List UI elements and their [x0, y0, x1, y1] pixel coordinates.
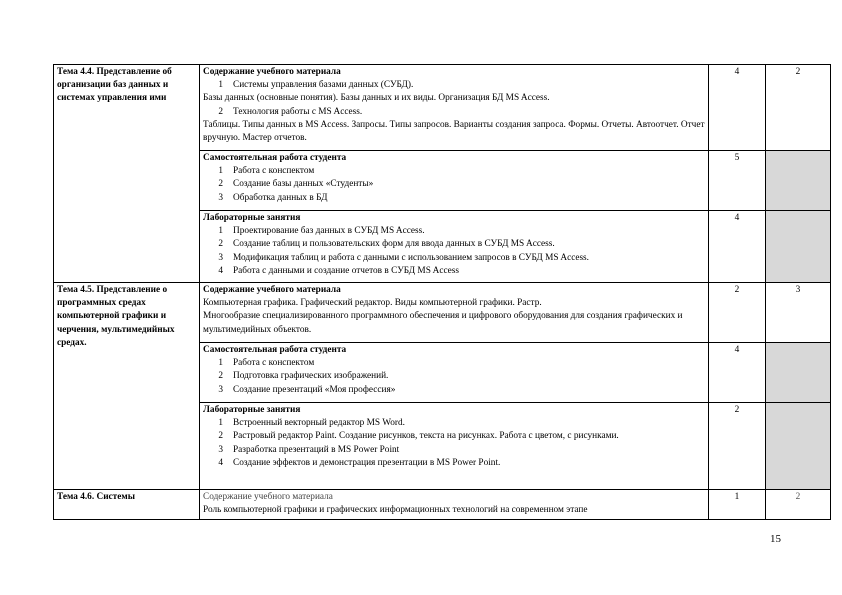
paragraph: Роль компьютерной графики и графических информационных технологий на современном этапе — [203, 505, 588, 516]
shaded-cell — [766, 151, 831, 211]
list-item: 1 Встроенный векторный редактор MS Word. — [218, 418, 405, 429]
list-item: 2 Создание базы данных «Студенты» — [218, 179, 374, 190]
hours-cell: 4 — [709, 65, 766, 151]
list-item: 1 Системы управления базами данных (СУБД). — [218, 80, 414, 91]
shaded-cell — [766, 403, 831, 490]
content-cell — [200, 151, 709, 211]
hours-cell: 4 — [709, 343, 766, 403]
list-item: 2 Создание таблиц и пользовательских форм для ввода данных в СУБД MS Access. — [218, 239, 555, 250]
level-cell: 2 — [766, 490, 831, 520]
content-cell — [200, 403, 709, 490]
table-row — [54, 490, 831, 520]
list-item: 1 Работа с конспектом — [218, 166, 315, 177]
content-cell — [200, 490, 709, 520]
table-row — [54, 283, 831, 343]
paragraph: Таблицы. Типы данных в MS Access. Запросы. Типы запросов. Варианты создания запроса. Формы. Отчеты. Автоотчет. Отчет вручную. Мастер отчетов. — [203, 119, 705, 144]
paragraph: Компьютерная графика. Графический редактор. Виды компьютерной графики. Растр. — [203, 298, 542, 309]
hours-cell: 2 — [709, 283, 766, 343]
section-heading: Содержание учебного материала — [203, 67, 341, 77]
paragraph: Многообразие специализированного программного обеспечения и цифрового оборудования для создания графических и мультимедийных объектов. — [203, 311, 683, 335]
section-heading: Лабораторные занятия — [203, 213, 301, 223]
paragraph: Базы данных (основные понятия). Базы данных и их виды. Организация БД MS Access. — [203, 93, 550, 104]
shaded-cell — [766, 211, 831, 283]
content-cell — [200, 211, 709, 283]
content-cell — [200, 343, 709, 403]
table-row — [54, 65, 831, 151]
list-item: 3 Создание презентаций «Моя профессия» — [218, 384, 396, 395]
list-item: 2 Растровый редактор Paint. Создание рисунков, текста на рисунках. Работа с цветом, с рисунками. — [218, 431, 619, 442]
content-cell — [200, 65, 709, 151]
list-item: 2 Технология работы с MS Access. — [218, 106, 363, 117]
section-heading: Самостоятельная работа студента — [203, 153, 347, 163]
hours-cell: 2 — [709, 403, 766, 490]
list-item: 2 Подготовка графических изображений. — [218, 371, 389, 382]
list-item: 4 Работа с данными и создание отчетов в СУБД MS Access — [218, 265, 459, 276]
hours-cell: 1 — [709, 490, 766, 520]
topic-cell: Тема 4.4. Представление об организации баз данных и системах управления ими — [54, 65, 200, 283]
topic-cell: Тема 4.5. Представление о программных средах компьютерной графики и черчения, мультимедийных средах. — [54, 283, 200, 490]
shaded-cell — [766, 343, 831, 403]
hours-cell: 4 — [709, 211, 766, 283]
topic-cell: Тема 4.6. Системы — [54, 490, 200, 520]
section-heading: Лабораторные занятия — [203, 405, 301, 415]
list-item: 3 Разработка презентаций в MS Power Point — [218, 444, 400, 455]
section-heading: Содержание учебного материала — [203, 492, 333, 502]
list-item: 1 Работа с конспектом — [218, 358, 315, 369]
curriculum-table — [53, 64, 831, 520]
list-item: 3 Модификация таблиц и работа с данными с использованием запросов в СУБД MS Access. — [218, 252, 590, 263]
section-heading: Содержание учебного материала — [203, 285, 341, 295]
level-cell: 3 — [766, 283, 831, 343]
content-cell — [200, 283, 709, 343]
page-number: 15 — [770, 533, 781, 545]
hours-cell: 5 — [709, 151, 766, 211]
list-item: 4 Создание эффектов и демонстрация презентации в MS Power Point. — [218, 457, 501, 468]
list-item: 1 Проектирование баз данных в СУБД MS Access. — [218, 226, 425, 237]
section-heading: Самостоятельная работа студента — [203, 345, 347, 355]
level-cell: 2 — [766, 65, 831, 151]
list-item: 3 Обработка данных в БД — [218, 192, 328, 203]
